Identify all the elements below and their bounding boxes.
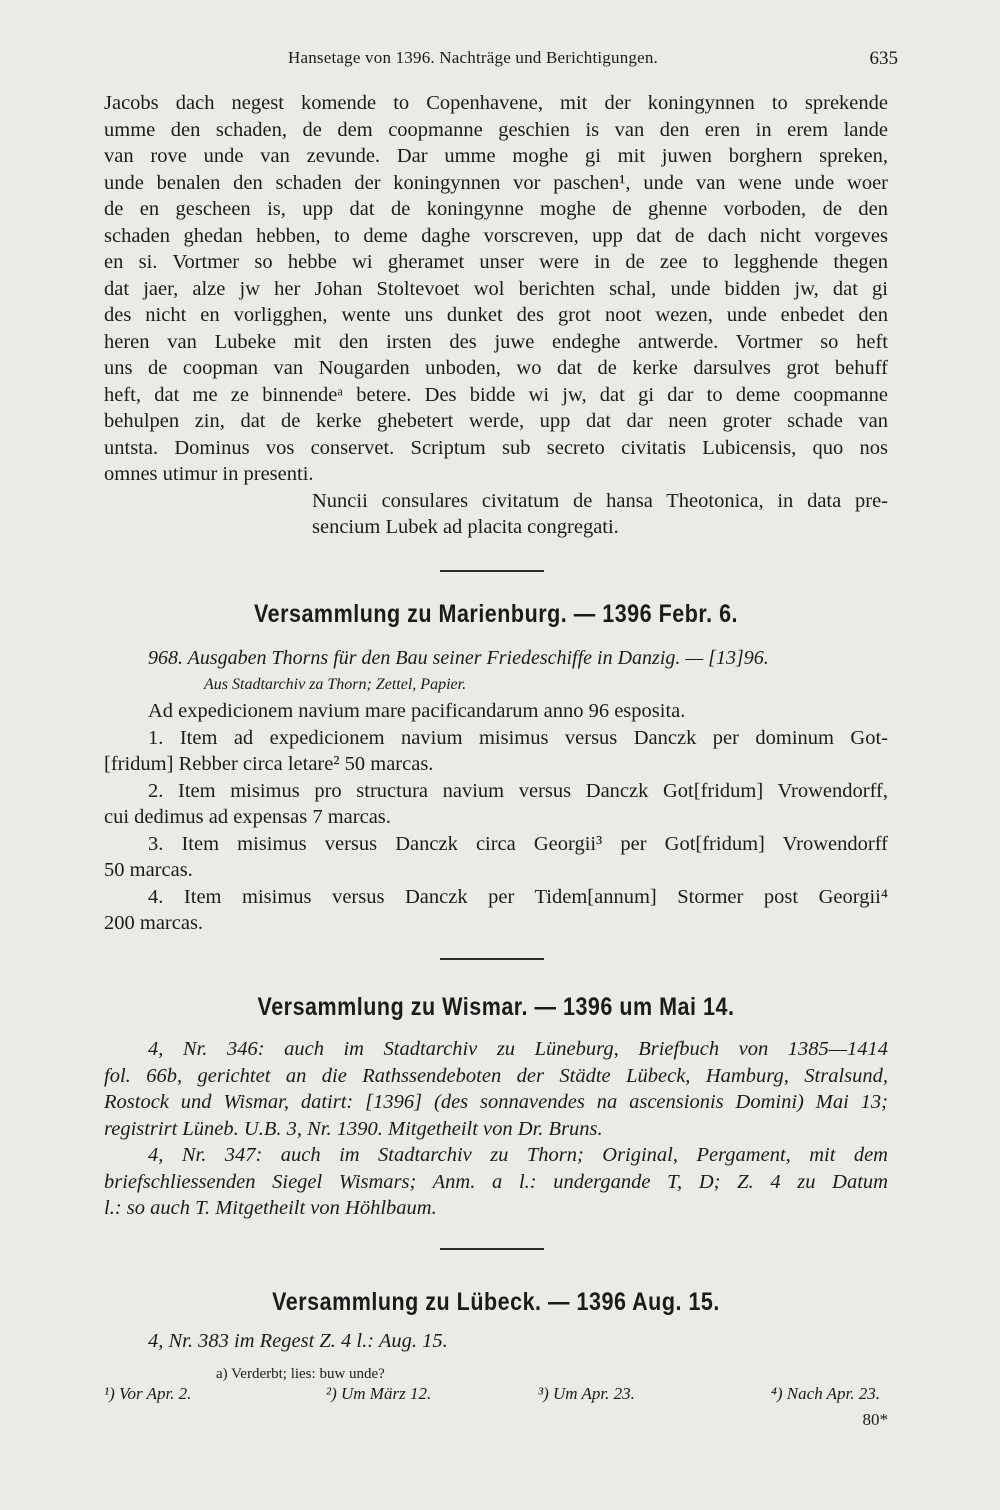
section-divider	[440, 958, 544, 960]
running-title: Hansetage von 1396. Nachträge und Berichtigungen.	[288, 48, 658, 67]
text-line: heft, dat me ze binnendeᵃ betere. Des bidde wi jw, dat gi dar to deme coopmanne	[104, 383, 888, 406]
text-line: de en gescheen is, upp dat de koningynne moghe de ghenne vorboden, de den	[104, 198, 888, 220]
page-number: 635	[869, 48, 898, 69]
text-line: 4, Nr. 383 im Regest Z. 4 l.: Aug. 15.	[148, 1330, 448, 1352]
text-line: cui dedimus ad expensas 7 marcas.	[104, 806, 391, 828]
text-line: Rostock und Wismar, datirt: [1396] (des sonnavendes na ascensionis Domini) Mai 13;	[104, 1091, 888, 1113]
section-heading-luebeck: Versammlung zu Lübeck. — 1396 Aug. 15.	[272, 1288, 720, 1316]
text-line: 3. Item misimus versus Danczk circa Georgii³ per Got[fridum] Vrowendorff	[148, 832, 888, 855]
section-luebeck	[104, 1328, 888, 1355]
footnote-3: ³) Um Apr. 23.	[538, 1384, 635, 1403]
text-line: registrirt Lüneb. U.B. 3, Nr. 1390. Mitgetheilt von Dr. Bruns.	[104, 1117, 603, 1140]
running-head	[104, 48, 904, 72]
text-line: des nicht en vorligghen, wente uns dunket des grot noot wezen, unde enbedet den	[104, 304, 888, 326]
footnote-a: a) Verderbt; lies: buw unde?	[216, 1366, 385, 1382]
text-line: Ad expedicionem navium mare pacificandarum anno 96 esposita.	[148, 700, 686, 722]
footnote-2: ²) Um März 12.	[326, 1384, 432, 1403]
section-divider	[440, 570, 544, 572]
text-line: 2. Item misimus pro structura navium versus Danczk Got[fridum] Vrowendorff,	[148, 779, 888, 802]
text-line: umme den schaden, de dem coopmanne geschien is van den eren in erem lande	[104, 118, 888, 141]
text-line: 200 marcas.	[104, 912, 204, 934]
text-line: van rove unde van zevunde. Dar umme moghe gi mit juwen borghern spreken,	[104, 145, 888, 167]
footnote-1: ¹) Vor Apr. 2.	[104, 1384, 192, 1403]
source-note: Aus Stadtarchiv za Thorn; Zettel, Papier.	[204, 675, 467, 693]
closing-line: Nuncii consulares civitatum de hansa Theotonica, in data pre-	[312, 489, 888, 512]
text-line: 4, Nr. 346: auch im Stadtarchiv zu Lüneburg, Briefbuch von 1385—1414	[148, 1038, 888, 1060]
text-line: 1. Item ad expedicionem navium misimus versus Danczk per dominum Got-	[148, 726, 888, 749]
footnote-4: ⁴) Nach Apr. 23.	[770, 1384, 880, 1403]
text-line: briefschliessenden Siegel Wismars; Anm. a l.: undergande T, D; Z. 4 zu Datum	[104, 1170, 888, 1193]
section-heading-wismar: Versammlung zu Wismar. — 1396 um Mai 14.	[257, 993, 735, 1021]
closing-line: sencium Lubek ad placita congregati.	[312, 516, 619, 538]
text-line: behulpen zin, dat de kerke ghebetert werde, upp dat dar neen groter schade van	[104, 410, 888, 432]
section-marienburg	[104, 645, 888, 937]
document-title: 968. Ausgaben Thorns für den Bau seiner Friedeschiffe in Danzig. — [13]96.	[148, 647, 769, 669]
section-wismar	[104, 1036, 888, 1222]
footnotes	[104, 1364, 888, 1408]
section-divider	[440, 1248, 544, 1250]
text-line: 4. Item misimus versus Danczk per Tidem[annum] Stormer post Georgii⁴	[148, 885, 888, 908]
text-line: schaden ghedan hebben, to deme daghe vorscreven, upp dat de dach nicht vorgeves	[104, 224, 888, 247]
text-line: uns de coopman van Nougarden unboden, wo dat de kerke darsulves grot behuff	[104, 357, 888, 379]
text-line: fol. 66b, gerichtet an die Rathssendeboten der Städte Lübeck, Hamburg, Stralsund,	[104, 1064, 888, 1087]
text-line: dat jaer, alze jw her Johan Stoltevoet wol berichten schal, unde bidden jw, dat gi	[104, 277, 888, 300]
text-line: [fridum] Rebber circa letare² 50 marcas.	[104, 753, 434, 775]
text-line: en si. Vortmer so hebbe wi gheramet unser were in de zee to legghende thegen	[104, 251, 888, 273]
text-line: heren van Lubeke mit den irsten des juwe endeghe antwerde. Vortmer so heft	[104, 330, 888, 353]
text-line: l.: so auch T. Mitgetheilt von Höhlbaum.	[104, 1197, 437, 1219]
signature-mark: 80*	[862, 1410, 888, 1429]
letter-body	[104, 90, 888, 541]
footnote-row	[104, 1384, 888, 1408]
section-heading-marienburg: Versammlung zu Marienburg. — 1396 Febr. 6.	[253, 600, 739, 628]
text-line: 4, Nr. 347: auch im Stadtarchiv zu Thorn; Original, Pergament, mit dem	[148, 1144, 888, 1166]
text-line: untsta. Dominus vos conservet. Scriptum sub secreto civitatis Lubicensis, quo nos	[104, 436, 888, 459]
text-line: 50 marcas.	[104, 859, 193, 881]
text-line: unde benalen den schaden der koningynnen vor paschen¹, unde van wene unde woer	[104, 171, 888, 194]
text-line: Jacobs dach negest komende to Copenhavene, mit der koningynnen to sprekende	[104, 92, 888, 114]
text-line: omnes utimur in presenti.	[104, 463, 314, 485]
